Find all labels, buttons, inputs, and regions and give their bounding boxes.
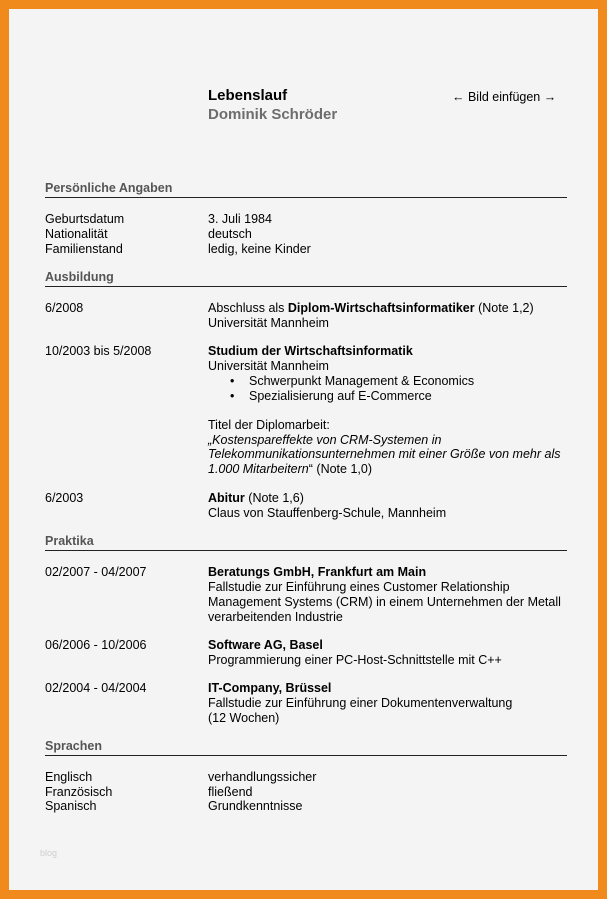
thesis-title <box>208 462 372 477</box>
section-heading-personal: Persönliche Angaben <box>45 181 173 195</box>
education-degree <box>208 491 304 506</box>
thesis-label: Titel der Diplomarbeit: <box>208 418 330 432</box>
education-institution: Claus von Stauffenberg-Schule, Mannheim <box>208 506 447 520</box>
education-date: 6/2008 <box>45 301 84 315</box>
internship-description: Fallstudie zur Einführung einer Dokumentenverwaltung <box>208 696 513 710</box>
personal-value: deutsch <box>208 227 252 241</box>
section-heading-languages: Sprachen <box>45 739 102 753</box>
section-heading-internships: Praktika <box>45 534 94 548</box>
education-institution: Universität Mannheim <box>208 316 329 330</box>
education-date: 6/2003 <box>45 491 84 505</box>
candidate-name: Dominik Schröder <box>208 106 338 123</box>
section-divider <box>45 755 567 756</box>
internship-description: Programmierung einer PC-Host-Schnittstelle mit C++ <box>208 653 502 667</box>
education-institution: Universität Mannheim <box>208 359 329 373</box>
language-level: Grundkenntnisse <box>208 799 303 813</box>
thesis-title: „Kostenspareffekte von CRM-Systemen in <box>208 433 442 447</box>
internship-company: Software AG, Basel <box>208 638 323 652</box>
personal-value: ledig, keine Kinder <box>208 242 311 256</box>
internship-date: 06/2006 - 10/2006 <box>45 638 147 652</box>
watermark: blog <box>40 848 58 858</box>
text-normal: (Note 1,2) <box>474 301 534 315</box>
text-bold: Abitur <box>208 491 245 505</box>
internship-company: Beratungs GmbH, Frankfurt am Main <box>208 565 427 579</box>
internship-date: 02/2004 - 04/2004 <box>45 681 147 695</box>
internship-company: IT-Company, Brüssel <box>208 681 332 695</box>
text-italic: 1.000 Mitarbeitern <box>208 462 309 476</box>
education-date: 10/2003 bis 5/2008 <box>45 344 152 358</box>
page-title: Lebenslauf <box>208 87 288 104</box>
personal-label: Geburtsdatum <box>45 212 125 226</box>
education-title: Studium der Wirtschaftsinformatik <box>208 344 413 358</box>
section-heading-education: Ausbildung <box>45 270 114 284</box>
thesis-title: Telekommunikationsunternehmen mit einer Größe von mehr als <box>208 447 561 461</box>
language-name: Spanisch <box>45 799 97 813</box>
section-divider <box>45 286 567 287</box>
internship-description: (12 Wochen) <box>208 711 280 725</box>
text-normal: “ (Note 1,0) <box>308 462 372 476</box>
personal-label: Nationalität <box>45 227 108 241</box>
bullet-text: Schwerpunkt Management & Economics <box>249 374 475 388</box>
language-level: verhandlungssicher <box>208 770 317 784</box>
bullet-text: Spezialisierung auf E-Commerce <box>249 389 432 403</box>
internship-description: Management Systems (CRM) in einem Unternehmen der Metall <box>208 595 561 609</box>
text-normal: Abschluss als <box>208 301 288 315</box>
personal-value: 3. Juli 1984 <box>208 212 272 226</box>
internship-description: Fallstudie zur Einführung eines Customer Relationship <box>208 580 510 594</box>
bullet-dot: • <box>230 389 235 403</box>
text-normal: (Note 1,6) <box>244 491 304 505</box>
bullet-dot: • <box>230 374 235 388</box>
language-level: fließend <box>208 785 253 799</box>
internship-description: verarbeitenden Industrie <box>208 610 343 624</box>
section-divider <box>45 550 567 551</box>
education-degree <box>208 301 534 316</box>
language-name: Französisch <box>45 785 113 799</box>
section-divider <box>45 197 567 198</box>
personal-label: Familienstand <box>45 242 123 256</box>
photo-placeholder[interactable]: ← Bild einfügen → <box>452 90 557 104</box>
text-bold: Diplom-Wirtschaftsinformatiker <box>287 301 475 315</box>
language-name: Englisch <box>45 770 93 784</box>
internship-date: 02/2007 - 04/2007 <box>45 565 147 579</box>
